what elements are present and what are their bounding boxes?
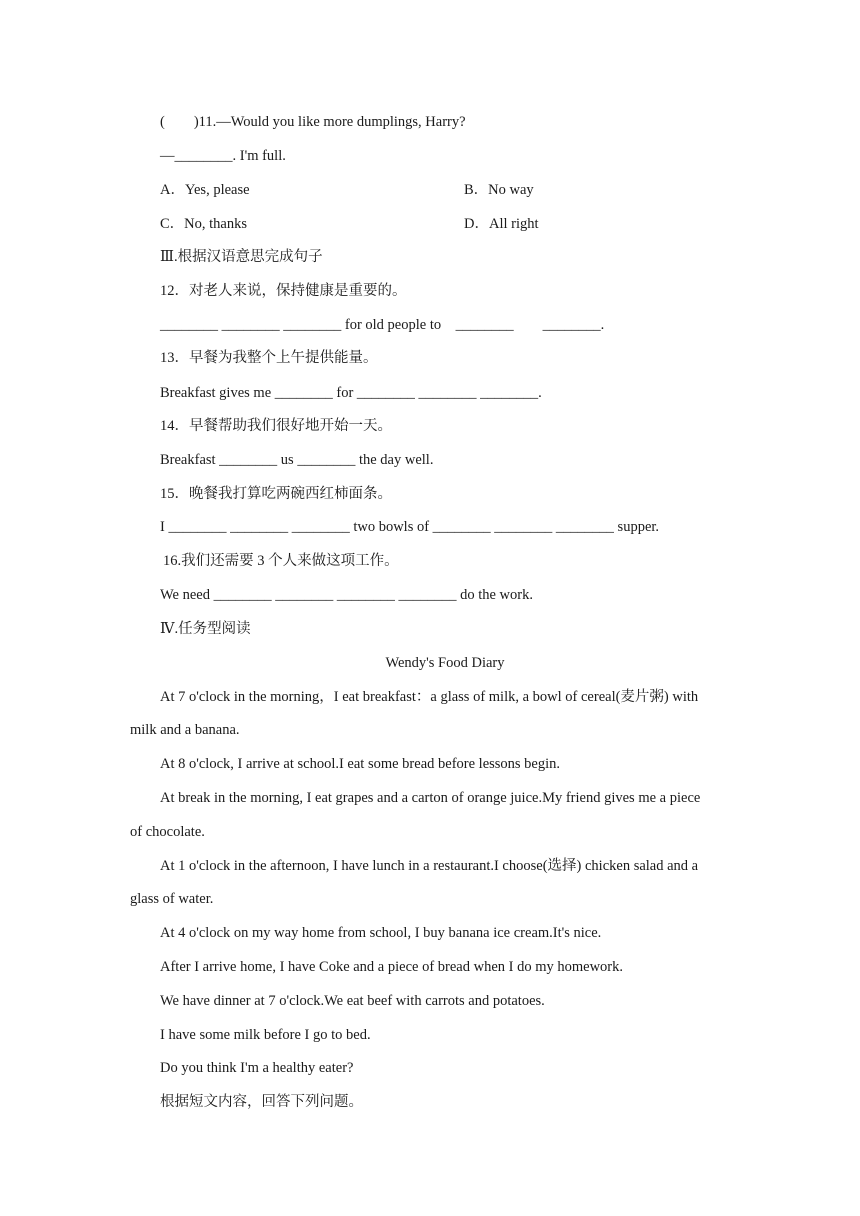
item-15-chinese: 15．晚餐我打算吃两碗西红柿面条。 [160,486,392,502]
question-11-stem: ( )11.—Would you like more dumplings, Harry? [160,114,466,130]
item-14-chinese: 14．早餐帮助我们很好地开始一天。 [160,418,392,434]
option-a: A．Yes, please [160,182,250,198]
passage-line: At 8 o'clock, I arrive at school.I eat some bread before lessons begin. [160,756,561,772]
passage-line: After I arrive home, I have Coke and a piece of bread when I do my homework. [160,959,624,975]
reading-instruction: 根据短文内容，回答下列问题。 [160,1094,363,1110]
passage-line: We have dinner at 7 o'clock.We eat beef with carrots and potatoes. [160,993,545,1009]
item-12-chinese: 12．对老人来说，保持健康是重要的。 [160,283,407,299]
passage-line: At 4 o'clock on my way home from school, I buy banana ice cream.It's nice. [160,925,602,941]
passage-line: of chocolate. [130,824,205,840]
passage-title: Wendy's Food Diary [385,655,505,671]
passage-line: glass of water. [130,891,214,907]
item-13-chinese: 13．早餐为我整个上午提供能量。 [160,350,378,366]
passage-line: I have some milk before I go to bed. [160,1027,371,1043]
passage-line: At break in the morning, I eat grapes and a carton of orange juice.My friend gives me a piece [160,790,701,806]
question-11-reply: —________. I'm full. [160,148,286,164]
item-16-english: We need ________ ________ ________ ________ do the work. [160,587,533,603]
item-12-english: ________ ________ ________ for old people to ________ ________. [160,317,605,333]
option-b: B．No way [464,182,534,198]
item-13-english: Breakfast gives me ________ for ________ ________ ________. [160,385,542,401]
passage-line: Do you think I'm a healthy eater? [160,1060,354,1076]
item-16-chinese: 16.我们还需要 3 个人来做这项工作。 [163,553,399,569]
item-15-english: I ________ ________ ________ two bowls of ________ ________ ________ supper. [160,519,660,535]
passage-line: At 7 o'clock in the morning，I eat breakfast：a glass of milk, a bowl of cereal(麦片粥) with [160,689,699,705]
option-d: D．All right [464,216,539,232]
passage-line: milk and a banana. [130,722,240,738]
section-4-heading: Ⅳ.任务型阅读 [160,621,251,637]
option-c: C．No, thanks [160,216,247,232]
item-14-english: Breakfast ________ us ________ the day well. [160,452,434,468]
section-3-heading: Ⅲ.根据汉语意思完成句子 [160,249,323,265]
passage-line: At 1 o'clock in the afternoon, I have lunch in a restaurant.I choose(选择) chicken salad and a [160,858,699,874]
